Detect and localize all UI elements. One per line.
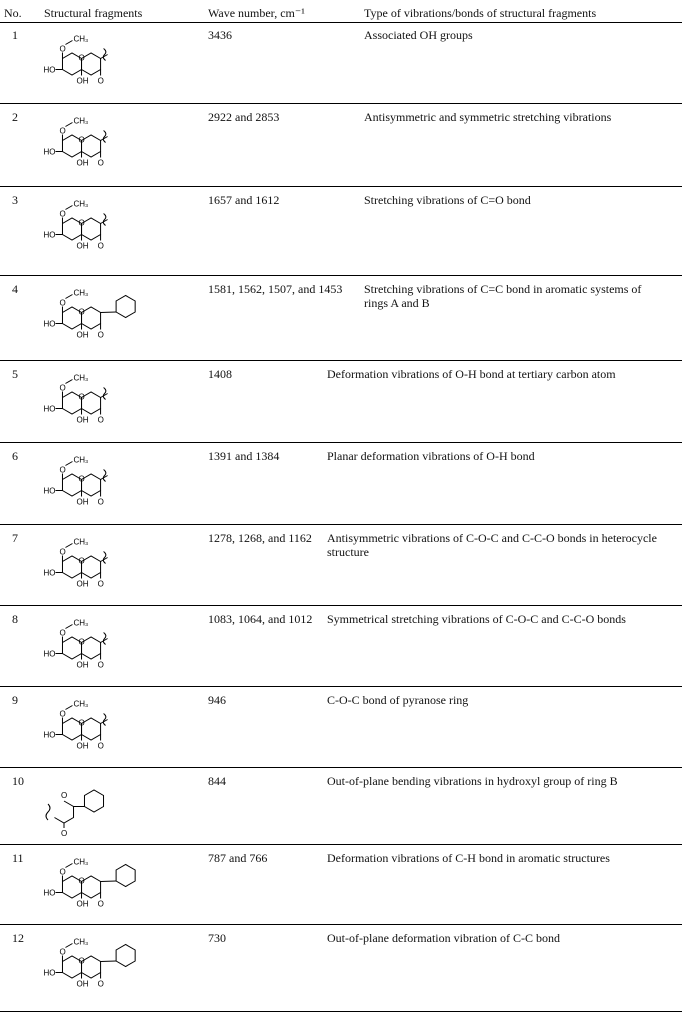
structure-drawing [36, 24, 186, 104]
table-row [0, 443, 682, 525]
hydroxyl-bottom-label: OH [76, 899, 89, 909]
methyl-label: CH₃ [73, 116, 89, 126]
hydroxyl-left-label: HO [43, 147, 56, 157]
methoxy-oxygen-label: O [59, 209, 66, 219]
hydroxyl-bottom-label: OH [76, 158, 89, 168]
row-number: 8 [12, 612, 18, 626]
hydroxyl-bottom-label: OH [76, 76, 89, 86]
table-header [0, 0, 682, 23]
wave-number: 1391 and 1384 [208, 449, 280, 463]
structure-drawing [36, 278, 186, 358]
row-number: 5 [12, 367, 18, 381]
methyl-label: CH₃ [73, 857, 89, 867]
methoxy-oxygen-label: O [59, 628, 66, 638]
ring-oxygen-label: O [78, 135, 85, 145]
hydroxyl-bottom-label: OH [76, 415, 89, 425]
table-row [0, 845, 682, 925]
vibration-type: Associated OH groups [364, 28, 473, 42]
ring-oxygen-label: O [78, 474, 85, 484]
ring-oxygen-label: O [78, 876, 85, 886]
row-number: 1 [12, 28, 18, 42]
structure-drawing [36, 927, 186, 1007]
table-row [0, 104, 682, 187]
carbonyl-oxygen-label: O [97, 330, 104, 340]
wave-number: 1657 and 1612 [208, 193, 280, 207]
vibration-type: C-O-C bond of pyranose ring [327, 693, 469, 707]
hydroxyl-left-label: HO [43, 404, 56, 414]
vibration-type: Stretching vibrations of C=C bond in aromatic systems of rings A and B [364, 282, 642, 310]
methyl-label: CH₃ [73, 937, 89, 947]
methyl-label: CH₃ [73, 699, 89, 709]
wave-number: 730 [208, 931, 226, 945]
methoxy-oxygen-label: O [59, 383, 66, 393]
header-vibration-type: Type of vibrations/bonds of structural fragments [364, 6, 597, 20]
carbonyl-oxygen-label: O [61, 829, 68, 838]
wave-number: 1408 [208, 367, 232, 381]
hydroxyl-left-label: HO [43, 888, 56, 898]
table-row [0, 276, 682, 361]
wave-number: 946 [208, 693, 226, 707]
structure-drawing [36, 189, 186, 269]
vibration-type: Deformation vibrations of C-H bond in aromatic structures [327, 851, 610, 865]
methyl-label: CH₃ [73, 199, 89, 209]
ring-oxygen-label: O [78, 392, 85, 402]
table-row [0, 925, 682, 1012]
vibration-type: Out-of-plane bending vibrations in hydroxyl group of ring B [327, 774, 618, 788]
vibration-type: Antisymmetric vibrations of C-O-C and C-C-O bonds in heterocycle structure [327, 531, 657, 559]
hydroxyl-left-label: HO [43, 486, 56, 496]
wave-number: 1278, 1268, and 1162 [208, 531, 312, 545]
structure-drawing [36, 689, 186, 769]
table-row [0, 361, 682, 443]
table-row [0, 606, 682, 687]
methyl-label: CH₃ [73, 34, 89, 44]
methyl-label: CH₃ [73, 288, 89, 298]
methoxy-oxygen-label: O [59, 44, 66, 54]
ring-oxygen-label: O [78, 307, 85, 317]
ring-oxygen-label: O [78, 53, 85, 63]
structure-drawing [36, 608, 186, 688]
wave-number: 787 and 766 [208, 851, 268, 865]
methoxy-oxygen-label: O [59, 465, 66, 475]
ring-oxygen-label: O [78, 218, 85, 228]
row-number: 6 [12, 449, 18, 463]
carbonyl-oxygen-label: O [97, 660, 104, 670]
carbonyl-oxygen-label: O [97, 158, 104, 168]
hydroxyl-bottom-label: OH [76, 497, 89, 507]
row-number: 11 [12, 851, 24, 865]
carbonyl-oxygen-label: O [97, 899, 104, 909]
carbonyl-oxygen-label: O [97, 415, 104, 425]
row-number: 7 [12, 531, 18, 545]
methoxy-oxygen-label: O [59, 547, 66, 557]
row-number: 9 [12, 693, 18, 707]
hydroxyl-bottom-label: OH [76, 579, 89, 589]
hydroxyl-left-label: HO [43, 230, 56, 240]
methyl-label: CH₃ [73, 618, 89, 628]
methyl-label: CH₃ [73, 373, 89, 383]
vibration-type: Deformation vibrations of O-H bond at tertiary carbon atom [327, 367, 616, 381]
structure-drawing [36, 770, 186, 850]
carbonyl-oxygen-label: O [97, 579, 104, 589]
methoxy-oxygen-label: O [59, 298, 66, 308]
methoxy-oxygen-label: O [59, 709, 66, 719]
row-number: 2 [12, 110, 18, 124]
table-row [0, 525, 682, 606]
vibration-type: Stretching vibrations of C=O bond [364, 193, 531, 207]
methyl-label: CH₃ [73, 537, 89, 547]
carbonyl-oxygen-label: O [97, 979, 104, 989]
ring-oxygen-label: O [78, 956, 85, 966]
header-no: No. [4, 6, 22, 20]
row-number: 3 [12, 193, 18, 207]
wave-number: 1581, 1562, 1507, and 1453 [208, 282, 343, 296]
hydroxyl-left-label: HO [43, 968, 56, 978]
carbonyl-oxygen-label: O [97, 76, 104, 86]
vibration-type: Out-of-plane deformation vibration of C-C bond [327, 931, 560, 945]
ring-oxygen-label: O [78, 718, 85, 728]
row-number: 10 [12, 774, 24, 788]
hydroxyl-left-label: HO [43, 730, 56, 740]
ring-oxygen-label: O [78, 637, 85, 647]
hydroxyl-left-label: HO [43, 568, 56, 578]
row-number: 4 [12, 282, 18, 296]
hydroxyl-bottom-label: OH [76, 660, 89, 670]
hydroxyl-bottom-label: OH [76, 979, 89, 989]
methoxy-oxygen-label: O [59, 867, 66, 877]
row-number: 12 [12, 931, 24, 945]
header-wave-number: Wave number, cm⁻¹ [208, 6, 305, 20]
ring-oxygen-label: O [78, 556, 85, 566]
hydroxyl-bottom-label: OH [76, 241, 89, 251]
vibration-type: Symmetrical stretching vibrations of C-O-C and C-C-O bonds [327, 612, 626, 626]
hydroxyl-left-label: HO [43, 65, 56, 75]
hydroxyl-left-label: HO [43, 319, 56, 329]
structure-drawing [36, 363, 186, 443]
structure-drawing [36, 445, 186, 525]
table-row [0, 22, 682, 104]
methoxy-oxygen-label: O [59, 947, 66, 957]
carbonyl-oxygen-label: O [97, 241, 104, 251]
wave-number: 1083, 1064, and 1012 [208, 612, 313, 626]
header-fragments: Structural fragments [44, 6, 143, 20]
carbonyl-oxygen-label: O [97, 497, 104, 507]
table-row [0, 768, 682, 845]
ring-oxygen-label: O [61, 791, 68, 800]
vibration-type: Antisymmetric and symmetric stretching vibrations [364, 110, 612, 124]
wave-number: 2922 and 2853 [208, 110, 280, 124]
hydroxyl-bottom-label: OH [76, 741, 89, 751]
structure-drawing [36, 847, 186, 927]
carbonyl-oxygen-label: O [97, 741, 104, 751]
hydroxyl-left-label: HO [43, 649, 56, 659]
methoxy-oxygen-label: O [59, 126, 66, 136]
structure-drawing [36, 527, 186, 607]
wave-number: 844 [208, 774, 226, 788]
table-row [0, 687, 682, 768]
methyl-label: CH₃ [73, 455, 89, 465]
hydroxyl-bottom-label: OH [76, 330, 89, 340]
structure-drawing [36, 106, 186, 186]
table-row [0, 187, 682, 276]
wave-number: 3436 [208, 28, 232, 42]
vibration-type: Planar deformation vibrations of O-H bond [327, 449, 535, 463]
